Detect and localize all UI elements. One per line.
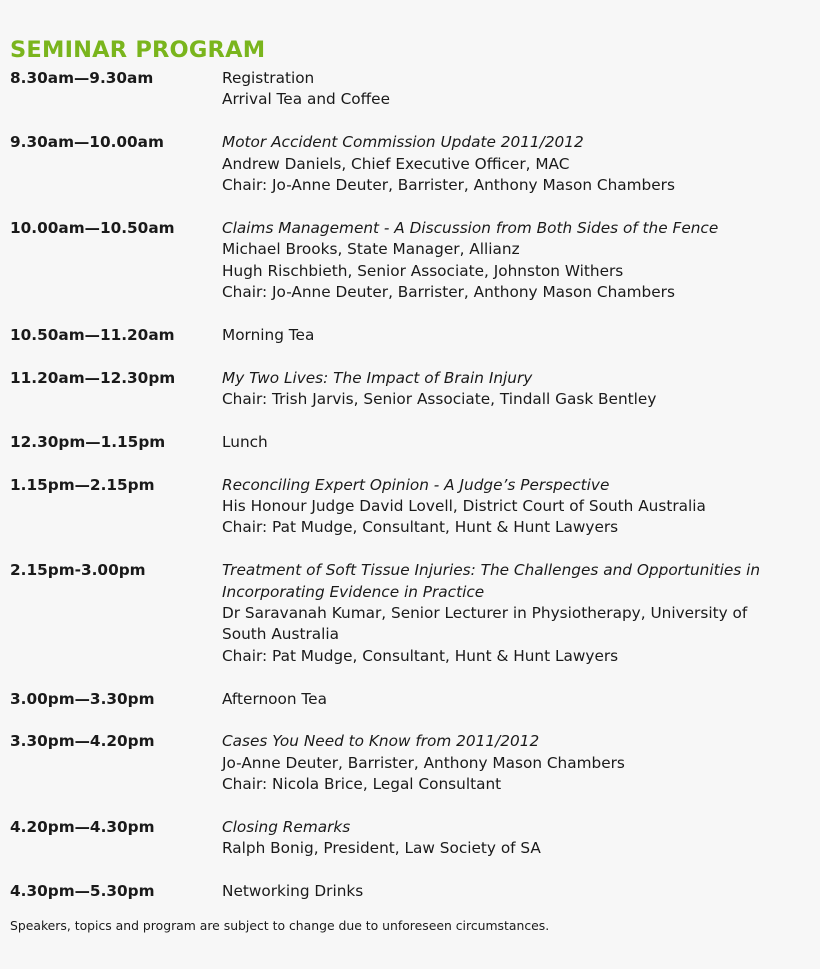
- session-line: Chair: Pat Mudge, Consultant, Hunt & Hunt Lawyers: [222, 518, 619, 537]
- session-row: [10, 475, 815, 539]
- session-row: [10, 368, 815, 411]
- session-row: [10, 689, 815, 710]
- session-row: [10, 560, 815, 667]
- session-line: Hugh Rischbieth, Senior Associate, Johnston Withers: [222, 261, 624, 280]
- session-line: Jo-Anne Deuter, Barrister, Anthony Mason Chambers: [222, 753, 625, 772]
- session-row: [10, 432, 815, 453]
- session-time: 3.30pm—4.20pm: [10, 732, 155, 751]
- session-line: South Australia: [222, 625, 339, 644]
- session-line: Registration: [222, 69, 315, 87]
- session-time: 10.50am—11.20am: [10, 325, 175, 344]
- session-time: 9.30am—10.00am: [10, 133, 164, 152]
- session-line: Chair: Pat Mudge, Consultant, Hunt & Hunt Lawyers: [222, 646, 619, 665]
- session-time: 4.20pm—4.30pm: [10, 818, 155, 837]
- session-row: [10, 731, 815, 795]
- session-details: [222, 475, 815, 539]
- session-line: Andrew Daniels, Chief Executive Officer, MAC: [222, 154, 570, 173]
- session-time: 12.30pm—1.15pm: [10, 432, 166, 451]
- session-line: Networking Drinks: [222, 882, 364, 901]
- session-topic: Treatment of Soft Tissue Injuries: The Challenges and Opportunities in: [222, 561, 761, 580]
- session-details: [222, 68, 815, 111]
- session-line: Morning Tea: [222, 325, 315, 344]
- session-line: Dr Saravanah Kumar, Senior Lecturer in Physiotherapy, University of: [222, 604, 748, 623]
- session-time: 2.15pm-3.00pm: [10, 561, 146, 580]
- session-topic: Incorporating Evidence in Practice: [222, 582, 485, 601]
- session-topic: My Two Lives: The Impact of Brain Injury: [222, 368, 533, 387]
- session-line: Chair: Jo-Anne Deuter, Barrister, Anthony Mason Chambers: [222, 176, 675, 195]
- session-time: 11.20am—12.30pm: [10, 368, 176, 387]
- session-row: [10, 68, 815, 111]
- session-topic: Closing Remarks: [222, 818, 351, 837]
- footnote: Speakers, topics and program are subject to change due to unforeseen circumstances.: [10, 918, 550, 934]
- session-row: [10, 132, 815, 196]
- session-line: Chair: Jo-Anne Deuter, Barrister, Anthony Mason Chambers: [222, 283, 675, 302]
- session-details: [222, 881, 815, 902]
- session-topic: Claims Management - A Discussion from Both Sides of the Fence: [222, 218, 719, 237]
- session-line: Chair: Nicola Brice, Legal Consultant: [222, 775, 502, 794]
- session-details: [222, 817, 815, 860]
- page-title: SEMINAR PROGRAM: [10, 37, 266, 63]
- session-line: His Honour Judge David Lovell, District Court of South Australia: [222, 497, 706, 516]
- session-details: [222, 218, 815, 304]
- session-line: Chair: Trish Jarvis, Senior Associate, Tindall Gask Bentley: [222, 390, 657, 409]
- session-row: [10, 817, 815, 860]
- seminar-program: [10, 36, 815, 934]
- session-row: [10, 218, 815, 304]
- session-line: Michael Brooks, State Manager, Allianz: [222, 240, 520, 259]
- session-topic: Motor Accident Commission Update 2011/2012: [222, 133, 584, 152]
- session-details: [222, 325, 815, 346]
- session-topic: Reconciling Expert Opinion - A Judge’s Perspective: [222, 475, 610, 494]
- session-row: [10, 325, 815, 346]
- session-line: Lunch: [222, 432, 268, 451]
- session-details: [222, 689, 815, 710]
- session-topic: Cases You Need to Know from 2011/2012: [222, 732, 540, 751]
- session-details: [222, 132, 815, 196]
- session-line: Ralph Bonig, President, Law Society of SA: [222, 839, 541, 858]
- session-time: 3.00pm—3.30pm: [10, 689, 155, 708]
- session-line: Afternoon Tea: [222, 689, 327, 708]
- session-time: 4.30pm—5.30pm: [10, 882, 155, 901]
- session-details: [222, 368, 815, 411]
- session-line: Arrival Tea and Coffee: [222, 90, 390, 109]
- session-row: [10, 881, 815, 902]
- session-time: 10.00am—10.50am: [10, 218, 175, 237]
- session-details: [222, 560, 815, 667]
- session-time: 1.15pm—2.15pm: [10, 475, 155, 494]
- session-details: [222, 432, 815, 453]
- session-time: 8.30am—9.30am: [10, 69, 154, 87]
- session-details: [222, 731, 815, 795]
